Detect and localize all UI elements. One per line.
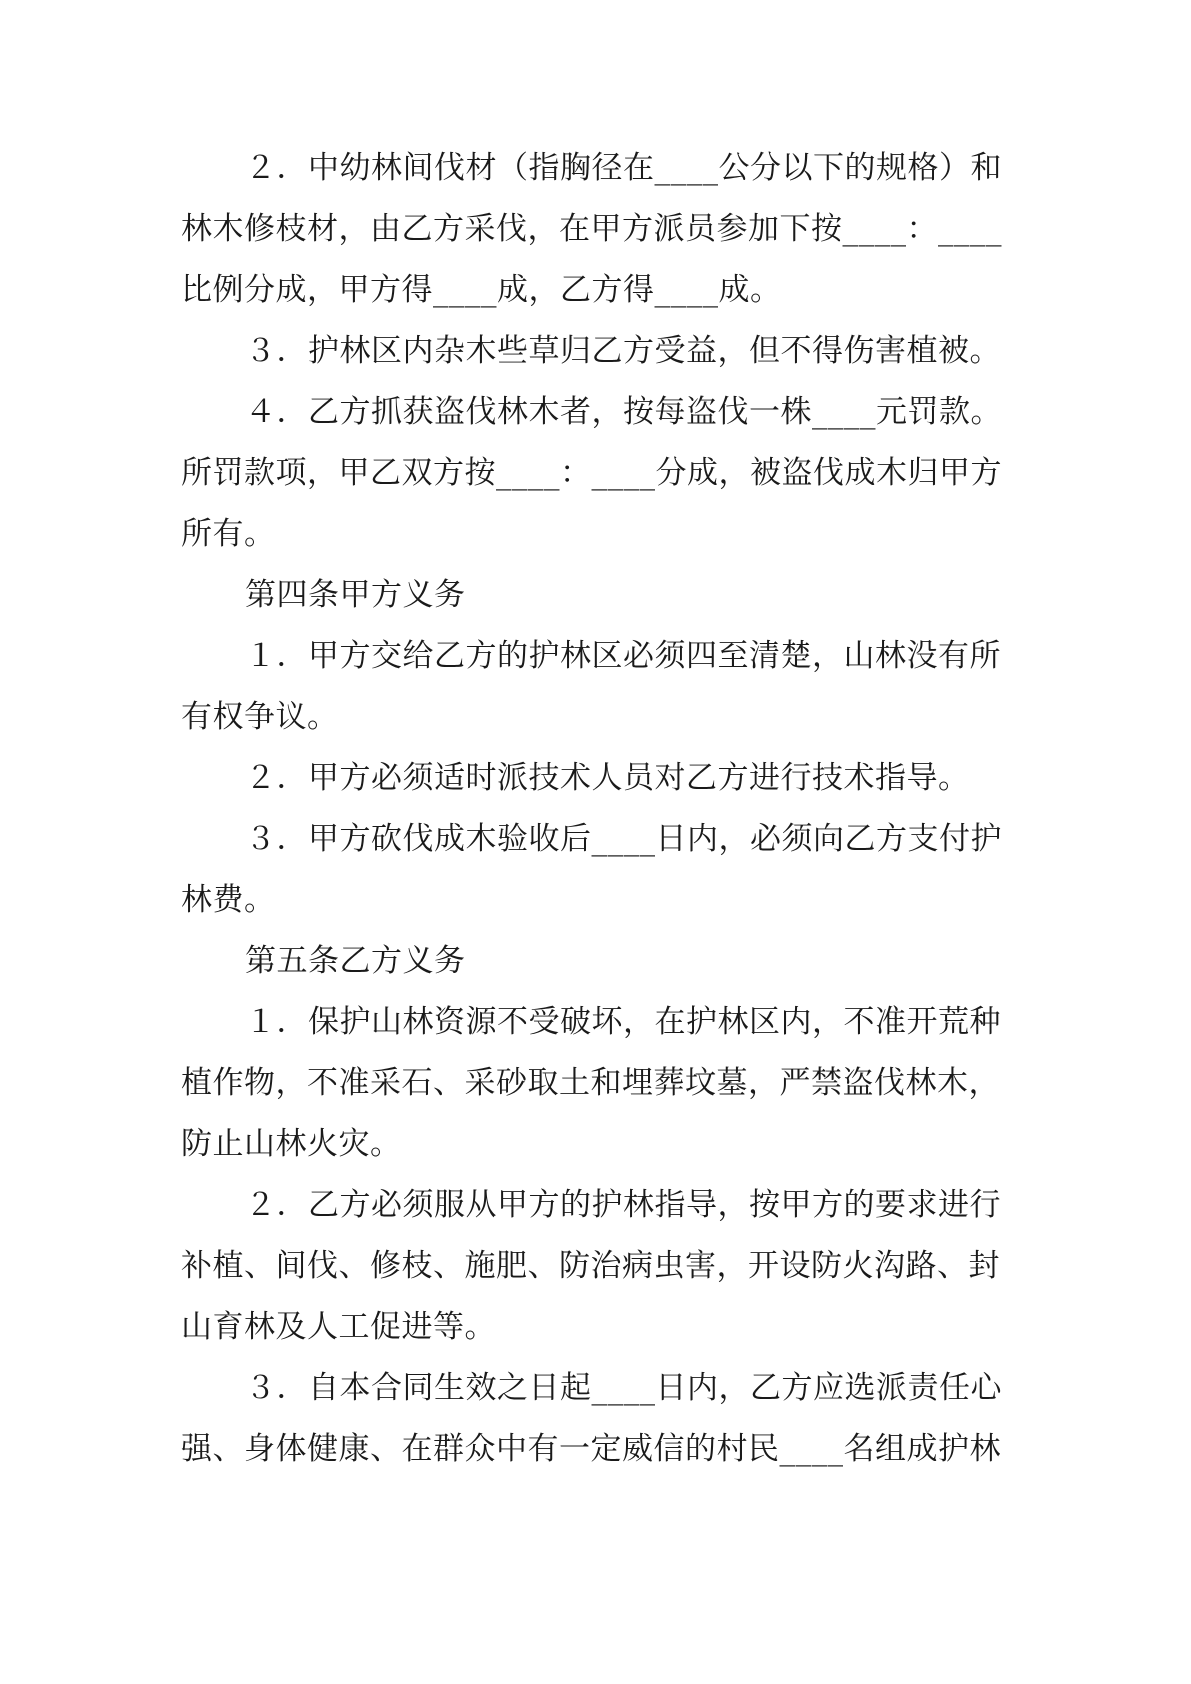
text-line: 补植、间伐、修枝、施肥、防治病虫害，开设防火沟路、封	[181, 1248, 1000, 1284]
text-line: 山育林及人工促进等。	[181, 1309, 496, 1345]
text-line: １．保护山林资源不受破坏，在护林区内，不准开荒种	[245, 1004, 1001, 1040]
text-line: ２．中幼林间伐材（指胸径在____公分以下的规格）和	[245, 150, 1002, 186]
text-line: 林木修枝材，由乙方采伐，在甲方派员参加下按____：____	[181, 211, 1002, 247]
text-line: 所有。	[181, 516, 276, 552]
text-line: ４．乙方抓获盗伐林木者，按每盗伐一株____元罚款。	[245, 394, 1002, 430]
section-heading: 第五条乙方义务	[245, 943, 466, 979]
text-line: ３．自本合同生效之日起____日内，乙方应选派责任心	[245, 1370, 1002, 1406]
text-line: 所罚款项，甲乙双方按____：____分成，被盗伐成木归甲方	[181, 455, 1002, 491]
text-line: 植作物，不准采石、采砂取土和埋葬坟墓，严禁盗伐林木，	[181, 1065, 1000, 1101]
text-line: ２．甲方必须适时派技术人员对乙方进行技术指导。	[245, 760, 970, 796]
text-line: 强、身体健康、在群众中有一定威信的村民____名组成护林	[181, 1431, 1001, 1467]
text-line: １．甲方交给乙方的护林区必须四至清楚，山林没有所	[245, 638, 1001, 674]
section-heading: 第四条甲方义务	[245, 577, 466, 613]
text-line: 比例分成，甲方得____成，乙方得____成。	[181, 272, 782, 308]
text-line: ２．乙方必须服从甲方的护林指导，按甲方的要求进行	[245, 1187, 1001, 1223]
text-line: ３．护林区内杂木些草归乙方受益，但不得伤害植被。	[245, 333, 1001, 369]
text-line: ３．甲方砍伐成木验收后____日内，必须向乙方支付护	[245, 821, 1002, 857]
text-line: 防止山林火灾。	[181, 1126, 402, 1162]
text-line: 林费。	[181, 882, 276, 918]
text-line: 有权争议。	[181, 699, 339, 735]
